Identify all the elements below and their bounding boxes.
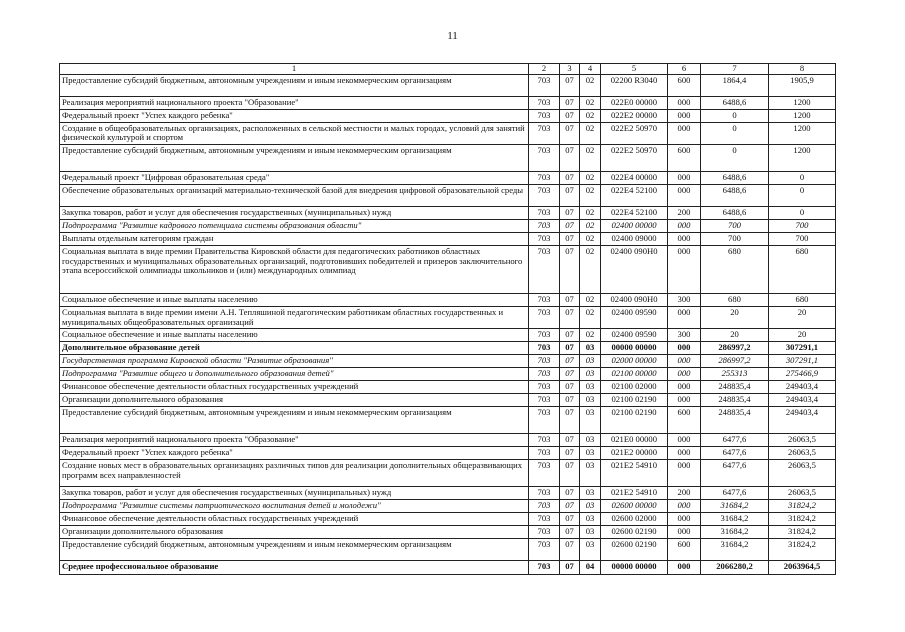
row-subsection-cell: 03 (580, 526, 601, 539)
table-row (60, 144, 836, 171)
row-value-2021-cell: 680 (701, 245, 769, 293)
row-target-cell: 022E2 50970 (601, 144, 668, 171)
row-target-cell: 022E0 00000 (601, 96, 668, 109)
row-code-cell: 703 (529, 500, 560, 513)
table-row (60, 109, 836, 122)
row-subsection-cell: 03 (580, 539, 601, 561)
row-target-cell: 02400 090H0 (601, 293, 668, 306)
table-row (60, 355, 836, 368)
row-name-cell: Подпрограмма "Развитие системы патриотического воспитания детей и молодежи" (60, 500, 529, 513)
table-row (60, 171, 836, 184)
row-value-2022-cell: 2063964,5 (769, 561, 836, 575)
table-row (60, 74, 836, 96)
row-subsection-cell: 02 (580, 184, 601, 206)
row-target-cell: 02000 00000 (601, 355, 668, 368)
row-name-cell: Федеральный проект "Успех каждого ребенка" (60, 447, 529, 460)
row-section-cell: 07 (560, 368, 580, 381)
row-code-cell: 703 (529, 526, 560, 539)
row-section-cell: 07 (560, 293, 580, 306)
row-type-cell: 000 (668, 394, 701, 407)
row-section-cell: 07 (560, 122, 580, 144)
row-subsection-cell: 03 (580, 460, 601, 487)
row-type-cell: 000 (668, 109, 701, 122)
row-target-cell: 02400 09000 (601, 232, 668, 245)
row-value-2021-cell: 6477,6 (701, 434, 769, 447)
row-subsection-cell: 03 (580, 434, 601, 447)
row-target-cell: 021E2 54910 (601, 460, 668, 487)
row-code-cell: 703 (529, 219, 560, 232)
table-row (60, 539, 836, 561)
row-section-cell: 07 (560, 434, 580, 447)
table-row (60, 561, 836, 575)
row-section-cell: 07 (560, 447, 580, 460)
row-name-cell: Финансовое обеспечение деятельности областных государственных учреждений (60, 381, 529, 394)
row-name-cell: Организации дополнительного образования (60, 394, 529, 407)
row-type-cell: 200 (668, 487, 701, 500)
row-target-cell: 022E4 52100 (601, 206, 668, 219)
row-type-cell: 600 (668, 539, 701, 561)
table-header-row (60, 64, 836, 75)
row-value-2021-cell: 0 (701, 144, 769, 171)
row-value-2022-cell: 26063,5 (769, 434, 836, 447)
row-code-cell: 703 (529, 184, 560, 206)
row-section-cell: 07 (560, 306, 580, 328)
row-value-2022-cell: 0 (769, 184, 836, 206)
row-value-2022-cell: 1905,9 (769, 74, 836, 96)
row-section-cell: 07 (560, 329, 580, 342)
row-value-2021-cell: 248835,4 (701, 394, 769, 407)
row-subsection-cell: 03 (580, 447, 601, 460)
row-target-cell: 021E2 00000 (601, 447, 668, 460)
row-value-2021-cell: 1864,4 (701, 74, 769, 96)
row-section-cell: 07 (560, 460, 580, 487)
row-subsection-cell: 02 (580, 122, 601, 144)
row-name-cell: Социальная выплата в виде премии имени А.Н. Тепляшиной педагогическим работникам областных государственных и муниципальных общеобразовательных организаций (60, 306, 529, 328)
row-value-2022-cell: 307291,1 (769, 342, 836, 355)
table-row (60, 526, 836, 539)
row-value-2022-cell: 31824,2 (769, 500, 836, 513)
row-type-cell: 000 (668, 434, 701, 447)
row-code-cell: 703 (529, 96, 560, 109)
row-target-cell: 021E0 00000 (601, 434, 668, 447)
row-target-cell: 02400 09590 (601, 306, 668, 328)
row-value-2022-cell: 31824,2 (769, 526, 836, 539)
row-subsection-cell: 03 (580, 500, 601, 513)
row-code-cell: 703 (529, 513, 560, 526)
row-code-cell: 703 (529, 561, 560, 575)
row-subsection-cell: 02 (580, 306, 601, 328)
row-code-cell: 703 (529, 539, 560, 561)
row-value-2022-cell: 1200 (769, 109, 836, 122)
row-code-cell: 703 (529, 355, 560, 368)
row-value-2021-cell: 700 (701, 232, 769, 245)
row-target-cell: 02200 R3040 (601, 74, 668, 96)
row-value-2021-cell: 6477,6 (701, 447, 769, 460)
row-value-2021-cell: 31684,2 (701, 526, 769, 539)
row-name-cell: Дополнительное образование детей (60, 342, 529, 355)
row-section-cell: 07 (560, 184, 580, 206)
row-subsection-cell: 02 (580, 74, 601, 96)
table-row (60, 329, 836, 342)
row-type-cell: 000 (668, 184, 701, 206)
header-cell: 1 (60, 64, 529, 75)
row-type-cell: 000 (668, 355, 701, 368)
row-code-cell: 703 (529, 407, 560, 434)
row-value-2022-cell: 249403,4 (769, 407, 836, 434)
row-name-cell: Среднее профессиональное образование (60, 561, 529, 575)
table-row (60, 96, 836, 109)
row-section-cell: 07 (560, 407, 580, 434)
row-code-cell: 703 (529, 460, 560, 487)
row-target-cell: 02600 00000 (601, 500, 668, 513)
row-value-2022-cell: 680 (769, 293, 836, 306)
row-target-cell: 02400 09590 (601, 329, 668, 342)
row-type-cell: 300 (668, 329, 701, 342)
row-section-cell: 07 (560, 109, 580, 122)
row-subsection-cell: 03 (580, 513, 601, 526)
row-target-cell: 02400 00000 (601, 219, 668, 232)
row-subsection-cell: 03 (580, 407, 601, 434)
row-value-2022-cell: 249403,4 (769, 381, 836, 394)
row-target-cell: 02600 02190 (601, 526, 668, 539)
row-section-cell: 07 (560, 381, 580, 394)
row-code-cell: 703 (529, 245, 560, 293)
row-section-cell: 07 (560, 513, 580, 526)
row-name-cell: Федеральный проект "Успех каждого ребенка" (60, 109, 529, 122)
row-code-cell: 703 (529, 306, 560, 328)
row-value-2022-cell: 0 (769, 206, 836, 219)
row-subsection-cell: 03 (580, 355, 601, 368)
row-target-cell: 00000 00000 (601, 342, 668, 355)
row-value-2022-cell: 20 (769, 306, 836, 328)
row-section-cell: 07 (560, 171, 580, 184)
row-name-cell: Подпрограмма "Развитие общего и дополнительного образования детей" (60, 368, 529, 381)
row-section-cell: 07 (560, 232, 580, 245)
row-name-cell: Социальная выплата в виде премии Правительства Кировской области для педагогических работников областных государственных и муниципальных образовательных организаций, подготовивших победителей и призеров заключительного этапа всероссийской олимпиады школьников и (или) международных олимпиад (60, 245, 529, 293)
row-code-cell: 703 (529, 74, 560, 96)
row-subsection-cell: 02 (580, 144, 601, 171)
row-value-2022-cell: 275466,9 (769, 368, 836, 381)
header-cell: 2 (529, 64, 560, 75)
row-value-2021-cell: 700 (701, 219, 769, 232)
table-row (60, 232, 836, 245)
row-code-cell: 703 (529, 381, 560, 394)
header-cell: 4 (580, 64, 601, 75)
row-value-2022-cell: 26063,5 (769, 460, 836, 487)
row-type-cell: 000 (668, 526, 701, 539)
row-name-cell: Предоставление субсидий бюджетным, автономным учреждениям и иным некоммерческим организациям (60, 539, 529, 561)
row-name-cell: Реализация мероприятий национального проекта "Образование" (60, 434, 529, 447)
row-value-2022-cell: 307291,1 (769, 355, 836, 368)
row-target-cell: 022E4 00000 (601, 171, 668, 184)
row-type-cell: 600 (668, 74, 701, 96)
table-row (60, 447, 836, 460)
row-value-2021-cell: 680 (701, 293, 769, 306)
row-value-2021-cell: 6488,6 (701, 96, 769, 109)
table-row (60, 460, 836, 487)
row-type-cell: 600 (668, 407, 701, 434)
row-value-2022-cell: 31824,2 (769, 513, 836, 526)
row-target-cell: 022E2 50970 (601, 122, 668, 144)
row-code-cell: 703 (529, 206, 560, 219)
row-name-cell: Создание новых мест в образовательных организациях различных типов для реализации дополнительных общеразвивающих программ всех направленностей (60, 460, 529, 487)
row-code-cell: 703 (529, 232, 560, 245)
table-row (60, 487, 836, 500)
row-name-cell: Предоставление субсидий бюджетным, автономным учреждениям и иным некоммерческим организациям (60, 144, 529, 171)
row-name-cell: Федеральный проект "Цифровая образовательная среда" (60, 171, 529, 184)
table-row (60, 122, 836, 144)
page-number: 11 (447, 30, 458, 42)
row-name-cell: Реализация мероприятий национального проекта "Образование" (60, 96, 529, 109)
table-row (60, 394, 836, 407)
row-value-2022-cell: 249403,4 (769, 394, 836, 407)
row-type-cell: 000 (668, 500, 701, 513)
table-row (60, 245, 836, 293)
row-subsection-cell: 02 (580, 219, 601, 232)
row-type-cell: 200 (668, 206, 701, 219)
row-target-cell: 00000 00000 (601, 561, 668, 575)
row-subsection-cell: 03 (580, 381, 601, 394)
row-subsection-cell: 02 (580, 96, 601, 109)
header-cell: 8 (769, 64, 836, 75)
table-row (60, 513, 836, 526)
row-target-cell: 02100 00000 (601, 368, 668, 381)
row-subsection-cell: 03 (580, 487, 601, 500)
row-target-cell: 02600 02000 (601, 513, 668, 526)
row-type-cell: 300 (668, 293, 701, 306)
row-type-cell: 000 (668, 513, 701, 526)
row-name-cell: Социальное обеспечение и иные выплаты населению (60, 329, 529, 342)
row-section-cell: 07 (560, 561, 580, 575)
row-value-2022-cell: 20 (769, 329, 836, 342)
row-value-2021-cell: 6488,6 (701, 171, 769, 184)
row-code-cell: 703 (529, 293, 560, 306)
row-name-cell: Предоставление субсидий бюджетным, автономным учреждениям и иным некоммерческим организациям (60, 74, 529, 96)
row-type-cell: 000 (668, 460, 701, 487)
row-code-cell: 703 (529, 144, 560, 171)
row-value-2021-cell: 255313 (701, 368, 769, 381)
row-code-cell: 703 (529, 329, 560, 342)
row-section-cell: 07 (560, 219, 580, 232)
table-row (60, 368, 836, 381)
row-section-cell: 07 (560, 355, 580, 368)
row-section-cell: 07 (560, 487, 580, 500)
header-cell: 7 (701, 64, 769, 75)
row-section-cell: 07 (560, 539, 580, 561)
row-target-cell: 02400 090H0 (601, 245, 668, 293)
row-name-cell: Государственная программа Кировской области "Развитие образования" (60, 355, 529, 368)
row-subsection-cell: 03 (580, 342, 601, 355)
row-value-2022-cell: 1200 (769, 122, 836, 144)
row-type-cell: 600 (668, 144, 701, 171)
row-target-cell: 02600 02190 (601, 539, 668, 561)
row-value-2021-cell: 20 (701, 329, 769, 342)
row-code-cell: 703 (529, 122, 560, 144)
row-value-2021-cell: 6477,6 (701, 487, 769, 500)
row-value-2022-cell: 700 (769, 232, 836, 245)
table-row (60, 306, 836, 328)
table-row (60, 407, 836, 434)
row-type-cell: 000 (668, 96, 701, 109)
row-name-cell: Закупка товаров, работ и услуг для обеспечения государственных (муниципальных) нужд (60, 206, 529, 219)
row-target-cell: 02100 02190 (601, 407, 668, 434)
row-section-cell: 07 (560, 144, 580, 171)
row-subsection-cell: 02 (580, 232, 601, 245)
row-value-2021-cell: 31684,2 (701, 539, 769, 561)
row-name-cell: Обеспечение образовательных организаций материально-технической базой для внедрения цифровой образовательной среды (60, 184, 529, 206)
row-type-cell: 000 (668, 232, 701, 245)
row-target-cell: 022E4 52100 (601, 184, 668, 206)
row-subsection-cell: 02 (580, 206, 601, 219)
row-name-cell: Социальное обеспечение и иные выплаты населению (60, 293, 529, 306)
row-value-2021-cell: 286997,2 (701, 342, 769, 355)
row-section-cell: 07 (560, 394, 580, 407)
row-type-cell: 000 (668, 447, 701, 460)
header-cell: 5 (601, 64, 668, 75)
budget-table (59, 63, 836, 575)
header-cell: 6 (668, 64, 701, 75)
row-subsection-cell: 02 (580, 329, 601, 342)
row-value-2021-cell: 6477,6 (701, 460, 769, 487)
row-section-cell: 07 (560, 526, 580, 539)
table-row (60, 434, 836, 447)
row-code-cell: 703 (529, 109, 560, 122)
row-code-cell: 703 (529, 447, 560, 460)
row-value-2022-cell: 1200 (769, 144, 836, 171)
row-target-cell: 021E2 54910 (601, 487, 668, 500)
row-subsection-cell: 02 (580, 245, 601, 293)
row-name-cell: Закупка товаров, работ и услуг для обеспечения государственных (муниципальных) нужд (60, 487, 529, 500)
table-row (60, 206, 836, 219)
row-type-cell: 000 (668, 171, 701, 184)
row-code-cell: 703 (529, 487, 560, 500)
row-section-cell: 07 (560, 342, 580, 355)
table-row (60, 219, 836, 232)
row-type-cell: 000 (668, 342, 701, 355)
row-name-cell: Подпрограмма "Развитие кадрового потенциала системы образования области" (60, 219, 529, 232)
row-target-cell: 022E2 00000 (601, 109, 668, 122)
row-value-2021-cell: 31684,2 (701, 513, 769, 526)
row-value-2022-cell: 680 (769, 245, 836, 293)
row-value-2021-cell: 31684,2 (701, 500, 769, 513)
row-value-2021-cell: 6488,6 (701, 184, 769, 206)
row-subsection-cell: 04 (580, 561, 601, 575)
row-value-2022-cell: 700 (769, 219, 836, 232)
table-row (60, 293, 836, 306)
row-type-cell: 000 (668, 368, 701, 381)
row-section-cell: 07 (560, 500, 580, 513)
row-name-cell: Выплаты отдельным категориям граждан (60, 232, 529, 245)
row-type-cell: 000 (668, 561, 701, 575)
table-row (60, 184, 836, 206)
row-subsection-cell: 02 (580, 109, 601, 122)
row-type-cell: 000 (668, 306, 701, 328)
row-subsection-cell: 03 (580, 368, 601, 381)
table-row (60, 500, 836, 513)
row-code-cell: 703 (529, 171, 560, 184)
row-value-2022-cell: 26063,5 (769, 447, 836, 460)
row-type-cell: 000 (668, 381, 701, 394)
row-value-2022-cell: 26063,5 (769, 487, 836, 500)
table-row (60, 381, 836, 394)
row-value-2021-cell: 6488,6 (701, 206, 769, 219)
row-value-2021-cell: 2066280,2 (701, 561, 769, 575)
row-name-cell: Создание в общеобразовательных организациях, расположенных в сельской местности и малых городах, условий для занятий физической культурой и спортом (60, 122, 529, 144)
row-subsection-cell: 03 (580, 394, 601, 407)
row-code-cell: 703 (529, 342, 560, 355)
row-code-cell: 703 (529, 434, 560, 447)
row-value-2021-cell: 0 (701, 109, 769, 122)
row-section-cell: 07 (560, 206, 580, 219)
row-type-cell: 000 (668, 219, 701, 232)
row-section-cell: 07 (560, 74, 580, 96)
row-value-2021-cell: 248835,4 (701, 407, 769, 434)
row-target-cell: 02100 02000 (601, 381, 668, 394)
row-name-cell: Организации дополнительного образования (60, 526, 529, 539)
table-row (60, 342, 836, 355)
row-section-cell: 07 (560, 96, 580, 109)
row-value-2021-cell: 248835,4 (701, 381, 769, 394)
row-section-cell: 07 (560, 245, 580, 293)
row-value-2021-cell: 0 (701, 122, 769, 144)
row-code-cell: 703 (529, 394, 560, 407)
row-value-2022-cell: 0 (769, 171, 836, 184)
row-value-2022-cell: 1200 (769, 96, 836, 109)
table-body (60, 74, 836, 575)
row-target-cell: 02100 02190 (601, 394, 668, 407)
row-name-cell: Финансовое обеспечение деятельности областных государственных учреждений (60, 513, 529, 526)
row-subsection-cell: 02 (580, 293, 601, 306)
row-type-cell: 000 (668, 245, 701, 293)
row-value-2022-cell: 31824,2 (769, 539, 836, 561)
row-subsection-cell: 02 (580, 171, 601, 184)
header-cell: 3 (560, 64, 580, 75)
row-value-2021-cell: 286997,2 (701, 355, 769, 368)
row-type-cell: 000 (668, 122, 701, 144)
row-name-cell: Предоставление субсидий бюджетным, автономным учреждениям и иным некоммерческим организациям (60, 407, 529, 434)
row-value-2021-cell: 20 (701, 306, 769, 328)
row-code-cell: 703 (529, 368, 560, 381)
